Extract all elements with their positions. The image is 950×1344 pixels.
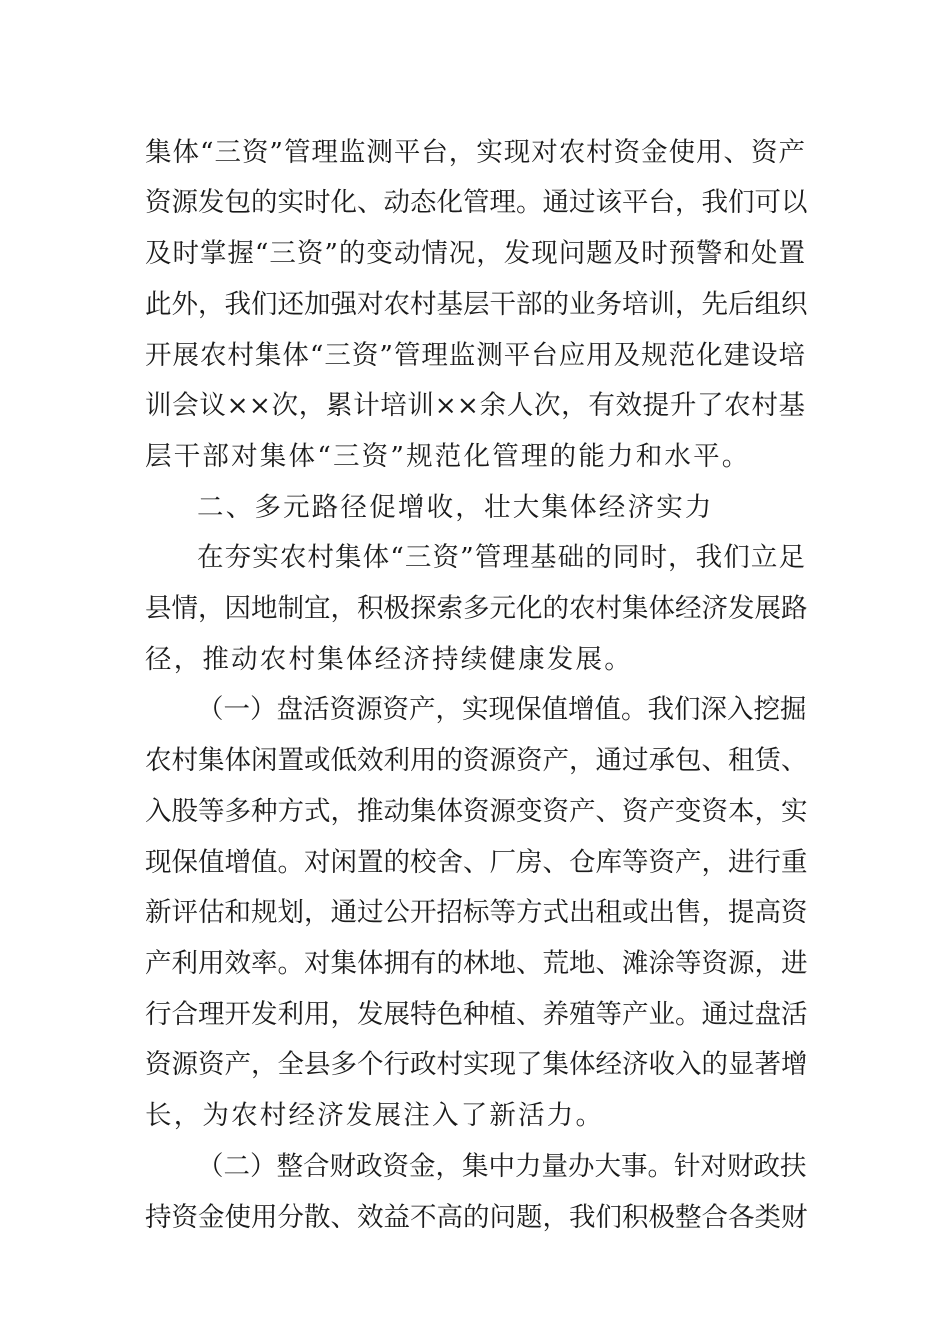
subsection-heading: （一）盘活资源资产，实现保值增值。我们深入挖掘 xyxy=(197,694,807,725)
text-line: 长，为农村经济发展注入了新活力。 xyxy=(145,1100,605,1131)
text-line: 开展农村集体“三资”管理监测平台应用及规范化建设培 xyxy=(145,340,805,371)
section-heading: 二、多元路径促增收，壮大集体经济实力 xyxy=(197,492,714,523)
text-line: 集体“三资”管理监测平台，实现对农村资金使用、资产 xyxy=(145,137,805,168)
text-line: 资源发包的实时化、动态化管理。通过该平台，我们可以 xyxy=(145,187,808,218)
text-line: 资源资产，全县多个行政村实现了集体经济收入的显著增 xyxy=(145,1049,808,1080)
text-line: 现保值增值。对闲置的校舍、厂房、仓库等资产，进行重 xyxy=(145,847,808,878)
text-line: 县情，因地制宜，积极探索多元化的农村集体经济发展路 xyxy=(145,593,808,624)
subsection-heading: （二）整合财政资金，集中力量办大事。针对财政扶 xyxy=(197,1151,807,1182)
text-line: 训会议××次，累计培训××余人次，有效提升了农村基 xyxy=(145,390,805,421)
text-line: 在夯实农村集体“三资”管理基础的同时，我们立足 xyxy=(197,542,805,573)
text-line: 农村集体闲置或低效利用的资源资产，通过承包、租赁、 xyxy=(145,745,808,776)
text-line: 层干部对集体“三资”规范化管理的能力和水平。 xyxy=(145,441,751,472)
text-line: 行合理开发利用，发展特色种植、养殖等产业。通过盘活 xyxy=(145,999,808,1030)
text-line: 此外，我们还加强对农村基层干部的业务培训，先后组织 xyxy=(145,289,808,320)
text-line: 产利用效率。对集体拥有的林地、荒地、滩涂等资源，进 xyxy=(145,948,808,979)
text-line: 新评估和规划，通过公开招标等方式出租或出售，提高资 xyxy=(145,897,808,928)
text-line: 及时掌握“三资”的变动情况，发现问题及时预警和处置 xyxy=(145,238,805,269)
text-line: 径，推动农村集体经济持续健康发展。 xyxy=(145,644,633,675)
text-line: 持资金使用分散、效益不高的问题，我们积极整合各类财 xyxy=(145,1202,808,1233)
text-line: 入股等多种方式，推动集体资源变资产、资产变资本，实 xyxy=(145,796,808,827)
